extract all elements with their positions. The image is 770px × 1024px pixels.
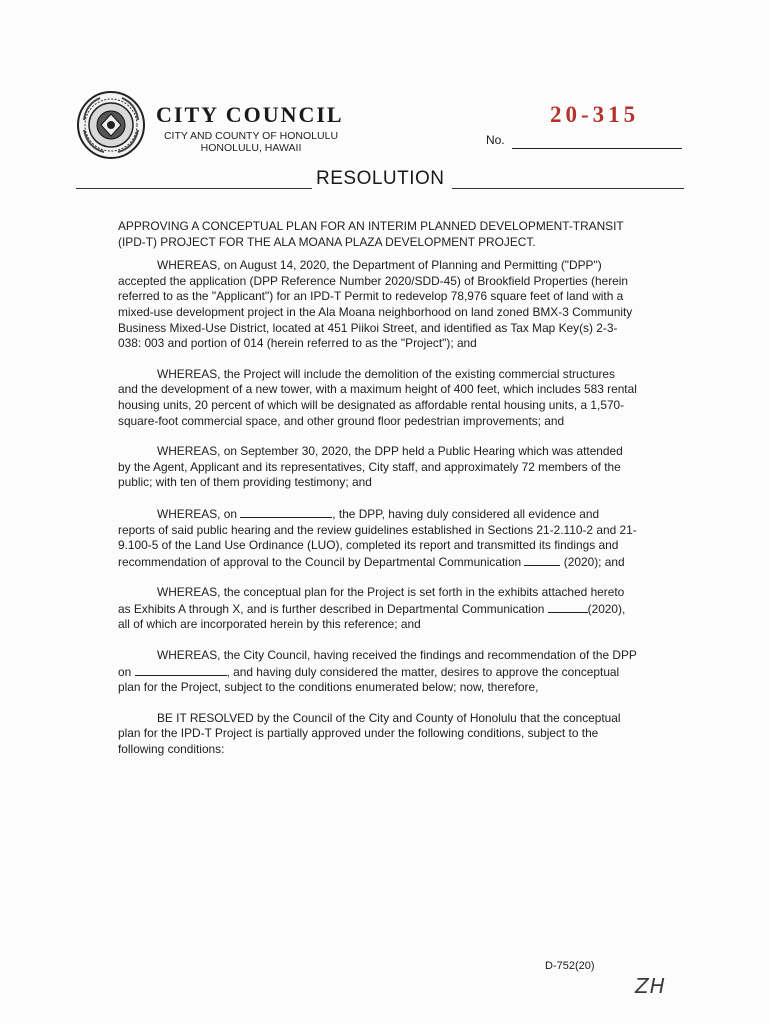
resolved-paragraph: BE IT RESOLVED by the Council of the City and County of Honolulu that the conceptual plan for the IPD-T Project is partially approved under the following conditions, subject to the following conditions: [118,710,621,757]
whereas-paragraph-3: WHEREAS, on September 30, 2020, the DPP held a Public Hearing which was attended by the Agent, Applicant and its representatives, City staff, and approximately 72 members of the public; with ten of them providing testimony; and [118,444,623,490]
number-label: No. [486,133,505,147]
date-blank [240,506,332,518]
communication-number-blank [524,554,560,566]
paragraph-5-text-b: (2020), all of which are incorporated herein by this reference; and [118,601,626,632]
title-rule-right [452,188,684,189]
council-title: CITY COUNCIL [156,102,344,127]
resolution-subject: APPROVING A CONCEPTUAL PLAN FOR AN INTERIM PLANNED DEVELOPMENT-TRANSIT (IPD-T) PROJECT FOR THE ALA MOANA PLAZA DEVELOPMENT PROJECT. [118,219,624,249]
number-underline [512,148,682,149]
paragraph-4-text-b: , the DPP, having duly considered all evidence and reports of said public hearing and the review guidelines established in Sections 21-2.110-2 and 21-9.100-5 of the Land Use Ordinance (LUO), completed its report and transmitted its findings and recommendation of approval to the Council by Departmental Communication [118,506,637,569]
resolution-number: 20-315 [550,102,640,127]
paragraph-6-text-a: WHEREAS, the City Council, having received the findings and recommendation of the DPP on [118,648,637,679]
council-subtitle [160,130,342,154]
resolution-body [118,219,638,773]
paragraph-4-text-a: WHEREAS, on [157,506,237,521]
paragraph-4-text-c: (2020); and [563,554,625,569]
date-blank-2 [135,664,227,676]
communication-number-blank-2 [548,601,588,613]
document-title: RESOLUTION [316,168,445,189]
whereas-paragraph-5 [118,585,638,633]
city-seal-logo [76,90,146,160]
paragraph-5-text-a: WHEREAS, the conceptual plan for the Project is set forth in the exhibits attached hereto as Exhibits A through X, and is further described in Departmental Communication [118,585,625,616]
form-code: D-752(20) [545,960,595,972]
jurisdiction-line: CITY AND COUNTY OF HONOLULU [163,130,339,142]
whereas-paragraph-4 [118,506,638,570]
paragraph-6-text-b: , and having duly considered the matter, desires to approve the conceptual plan for the Project, subject to the conditions enumerated below; now, therefore, [118,664,620,695]
whereas-paragraph-2: WHEREAS, the Project will include the demolition of the existing commercial structures and the development of a new tower, with a maximum height of 400 feet, which includes 583 rental housing units, 20 percent of which will be designated as affordable rental housing units, a 1,570-square-foot commercial space, and other ground floor pedestrian improvements; and [118,366,637,428]
title-rule-left [76,188,312,189]
whereas-paragraph-1: WHEREAS, on August 14, 2020, the Department of Planning and Permitting ("DPP") accepted the application (DPP Reference Number 2020/SDD-45) of Brookfield Properties (herein referred to as the "Applicant") for an IPD-T Permit to redevelop 78,976 square feet of land with a mixed-use development project in the Ala Moana neighborhood on land zoned BMX-3 Community Business Mixed-Use District, located at 451 Piikoi Street, and identified as Tax Map Key(s) 2-3-038: 003 and portion of 014 (herein referred to as the "Project"); and [118,258,633,351]
location-line: HONOLULU, HAWAII [200,142,302,154]
whereas-paragraph-6 [118,648,638,696]
handwritten-initials: ZH [635,974,666,998]
